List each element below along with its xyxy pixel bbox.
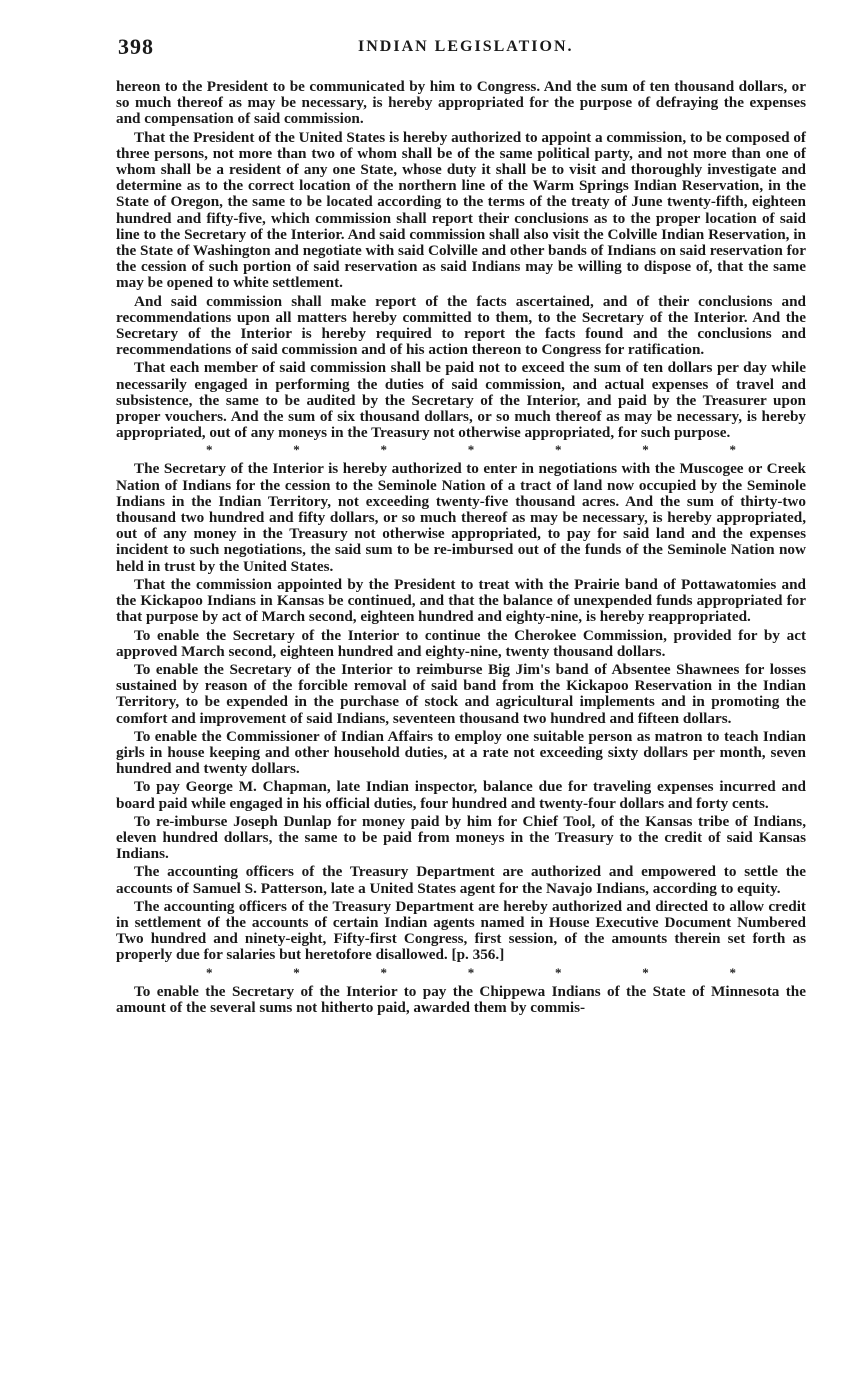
asterisk: * [293,442,300,458]
paragraph: To enable the Secretary of the Interior to continue the Cherokee Commission, provided for by act approved March second, eighteen hundred and eighty-nine, twenty thousand dollars. [116,626,806,660]
paragraph: The accounting officers of the Treasury Department are authorized and empowered to settle the accounts of Samuel S. Patterson, late a United States agent for the Navajo Indians, according to equity. [116,863,806,897]
section-break-asterisks [116,443,806,457]
asterisk: * [642,964,649,980]
asterisk: * [467,442,475,458]
asterisk: * [467,964,475,980]
asterisk: * [729,964,736,980]
paragraph: That the commission appointed by the President to treat with the Prairie band of Pottawatomies and the Kickapoo Indians in Kansas be continued, and that the balance of unexpended funds appropriated for that purpose by act of March second, eighteen hundred and eighty-nine, is hereby reappropriated. [116,575,806,626]
running-head: INDIAN LEGISLATION. [358,38,574,55]
asterisk: * [206,964,213,980]
paragraph: And said commission shall make report of the facts ascertained, and of their conclusions and recommendations upon all matters hereby committed to them, to the Secretary of the Interior. And the Secretary of the Interior is hereby required to report the facts found and the conclusions and recommendations of said commission and of his action thereon to Congress for ratification. [116,292,806,359]
paragraph: To enable the Secretary of the Interior to reimburse Big Jim's band of Absentee Shawnees for losses sustained by reason of the forcible removal of said band from the Kickapoo Reservation in the Indian Territory, to be expended in the purchase of stock and agricultural implements and in promoting the comfort and improvement of said Indians, seventeen thousand two hundred and fifteen dollars. [116,660,806,727]
paragraph: To pay George M. Chapman, late Indian inspector, balance due for traveling expenses incurred and board paid while engaged in his official duties, four hundred and twenty-four dollars and forty cents. [116,778,806,812]
paragraph: hereon to the President to be communicated by him to Congress. And the sum of ten thousand dollars, or so much thereof as may be necessary, is hereby appropriated for the purpose of defraying the expenses and compensation of said commission. [116,78,806,128]
section-break-asterisks [116,966,806,980]
paragraph: To re-imburse Joseph Dunlap for money paid by him for Chief Tool, of the Kansas tribe of Indians, eleven hundred dollars, the same to be paid from moneys in the Treasury to the credit of said Kansas Indians. [116,812,806,863]
paragraph: To enable the Commissioner of Indian Affairs to employ one suitable person as matron to teach Indian girls in house keeping and other household duties, at a rate not exceeding sixty dollars per month, seven hundred and twenty dollars. [116,727,806,778]
asterisk: * [206,442,213,458]
asterisk: * [642,442,649,458]
page-header [118,34,808,64]
paragraph: The Secretary of the Interior is hereby authorized to enter in negotiations with the Muscogee or Creek Nation of Indians for the cession to the Seminole Nation of a tract of land now occupied by the Seminole Indians in the Indian Territory, not exceeding twenty-five thousand acres. And the sum of thirty-two thousand two hundred and fifty dollars, or so much thereof as may be necessary, is hereby appropriated, out of any money in the Treasury not otherwise appropriated, to pay for said land and the expenses incident to such negotiations, the said sum to be re-imbursed out of the funds of the Seminole Nation now held in trust by the United States. [116,460,806,575]
asterisk: * [380,964,387,980]
asterisk: * [380,442,387,458]
asterisk: * [293,964,300,980]
paragraph: The accounting officers of the Treasury Department are hereby authorized and directed to allow credit in settlement of the accounts of certain Indian agents named in House Executive Document Numbered Two hundred and ninety-eight, Fifty-first Congress, first session, of the amounts therein set forth as properly due for salaries but heretofore disallowed. [p. 356.] [116,897,806,964]
paragraph: That the President of the United States is hereby authorized to appoint a commission, to be composed of three persons, not more than two of whom shall be of the same political party, and not more than one of whom shall be a resident of any one State, whose duty it shall be to visit and thoroughly investigate and determine as to the correct location of the northern line of the Warm Springs Indian Reservation, in the State of Oregon, the same to be located according to the terms of the treaty of June twenty-fifth, eighteen hundred and fifty-five, which commission shall report their conclusions as to the proper location of said line to the Secretary of the Interior. And said commission shall also visit the Colville Indian Reservation, in the State of Washington and negotiate with said Colville and other bands of Indians on said reservation for the cession of such portion of said reservation as said Indians may be willing to dispose of, that the same may be opened to white settlement. [116,128,806,292]
page-number: 398 [118,34,154,59]
asterisk: * [555,964,562,980]
asterisk: * [729,442,736,458]
paragraph: That each member of said commission shall be paid not to exceed the sum of ten dollars per day while necessarily engaged in performing the duties of said commission, and actual expenses of travel and subsistence, the same to be audited by the Secretary of the Interior, and paid by the Treasurer upon proper vouchers. And the sum of six thousand dollars, or so much thereof as may be necessary, is hereby appropriated, out of any moneys in the Treasury not otherwise appropriated, for such purpose. [116,359,806,442]
paragraph: To enable the Secretary of the Interior to pay the Chippewa Indians of the State of Minnesota the amount of the several sums not hitherto paid, awarded them by commis- [116,982,806,1016]
asterisk: * [555,442,562,458]
body-text [116,79,806,1018]
